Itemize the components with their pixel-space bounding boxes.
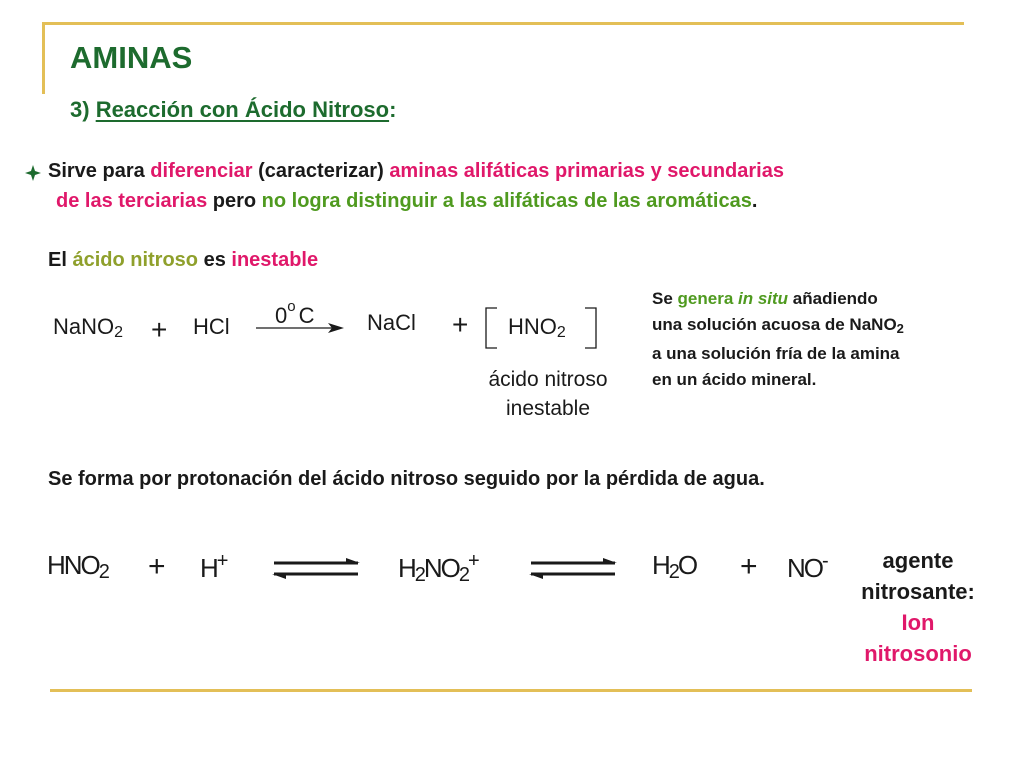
bullet-l2-c: no logra distinguir a las alifáticas de las aromáticas <box>261 190 752 212</box>
eq-h2no2-sub1: 2 <box>414 564 424 586</box>
condition-degree: o <box>287 298 296 315</box>
product-hno2-text: HNO <box>508 314 557 339</box>
bullet-l1-d: aminas alifáticas primarias y secundarias <box>389 160 784 182</box>
reaction-arrow <box>256 321 346 335</box>
note-l1-a: Se <box>652 289 678 308</box>
reactant-hcl: HCl <box>193 314 230 339</box>
plus-sign-1: + <box>151 314 168 345</box>
nitrosating-agent-label <box>840 545 996 669</box>
agent-line-4: nitrosonio <box>864 641 972 666</box>
eq-water-sub: 2 <box>668 561 678 583</box>
eq-nitrosonium-text: NO <box>787 553 822 583</box>
statement-b: ácido nitroso <box>72 249 199 271</box>
bullet-line-2 <box>56 186 757 216</box>
bullet-line-1 <box>48 156 784 186</box>
eq-nitrosonium <box>787 550 827 584</box>
eq-water-o: O <box>677 550 697 580</box>
statement-a: El <box>48 249 73 271</box>
reactant-nano2-sub: 2 <box>114 324 124 341</box>
reactant-nano2-text: NaNO <box>53 314 115 339</box>
note-line-1 <box>652 286 1002 312</box>
bullet-l1-a: Sirve para <box>48 160 151 182</box>
eq-h2no2-sup: + <box>468 550 478 572</box>
left-rule <box>42 22 45 94</box>
bullet-l2-d: . <box>751 190 758 212</box>
condition-number: 0 <box>275 303 288 328</box>
caption-line-1: ácido nitroso <box>488 368 608 391</box>
bullet-l2-a: de las terciarias <box>56 190 208 212</box>
eq-hno2 <box>47 550 108 584</box>
eq-proton-sup: + <box>216 550 227 572</box>
eq-h2no2-sub2: 2 <box>458 564 469 586</box>
subtitle-colon: : <box>389 97 397 122</box>
eq-plus-2: + <box>740 550 756 583</box>
eq-h2no2-no: NO <box>423 553 459 583</box>
subtitle-number: 3) <box>70 97 96 122</box>
eq-hno2-text: HNO <box>47 550 99 580</box>
instability-statement <box>48 245 318 275</box>
agent-line-2: nitrosante: <box>861 579 975 604</box>
eq-proton-text: H <box>200 553 217 583</box>
page-title: AMINAS <box>70 40 193 75</box>
eq-plus-1: + <box>148 550 164 583</box>
hno2-caption <box>470 365 626 423</box>
note-line-3: a una solución fría de la amina <box>652 344 900 363</box>
agent-line-1: agente <box>882 548 954 573</box>
product-hno2-sub: 2 <box>556 324 566 341</box>
subtitle-label: Reacción con Ácido Nitroso <box>95 97 390 122</box>
formation-text: Se forma por protonación del ácido nitroso seguido por la pérdida de agua. <box>48 468 765 490</box>
condition-unit: C <box>298 303 315 328</box>
equilibrium-arrows-1 <box>270 558 362 580</box>
bullet-l1-c: (caracterizar) <box>252 160 390 182</box>
eq-h2no2-h: H <box>398 553 415 583</box>
statement-c: es <box>198 249 232 271</box>
eq-nitrosonium-sup: - <box>822 550 827 572</box>
eq-h2no2-plus <box>398 550 478 587</box>
note-l1-b: genera <box>677 289 739 308</box>
note-line-4: en un ácido mineral. <box>652 369 817 389</box>
eq-water <box>652 550 696 584</box>
note-l2-text: una solución acuosa de NaNO <box>652 314 897 334</box>
bottom-rule <box>50 689 972 692</box>
note-l2-sub: 2 <box>896 320 904 336</box>
right-bracket <box>583 306 599 350</box>
product-hno2 <box>508 314 566 342</box>
section-subtitle <box>70 97 396 123</box>
left-bracket <box>483 306 499 350</box>
eq-water-h: H <box>652 550 669 580</box>
statement-d: inestable <box>231 249 319 271</box>
note-line-2 <box>652 312 1002 342</box>
caption-line-2: inestable <box>505 397 591 420</box>
eq-hno2-sub: 2 <box>98 561 108 583</box>
agent-line-3: Ion <box>901 610 935 635</box>
plus-sign-2: + <box>452 309 469 340</box>
reactant-nano2 <box>53 314 123 342</box>
note-l1-c: in situ <box>738 289 789 308</box>
note-l1-d: añadiendo <box>788 289 878 308</box>
bullet-l1-b: diferenciar <box>150 160 253 182</box>
equilibrium-arrows-2 <box>527 558 619 580</box>
product-nacl: NaCl <box>367 310 416 335</box>
eq-proton <box>200 550 226 584</box>
top-rule <box>42 22 964 25</box>
in-situ-note <box>652 286 1002 392</box>
bullet-l2-b: pero <box>207 190 262 212</box>
diamond-bullet-icon <box>24 164 42 182</box>
